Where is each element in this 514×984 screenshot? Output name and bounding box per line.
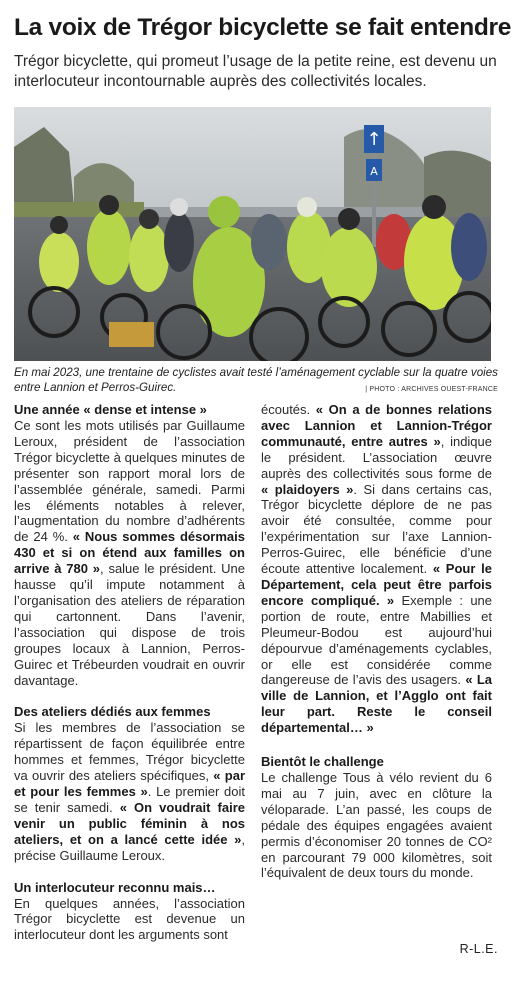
paragraph-quote: « plaidoyers » [261,481,354,497]
section-heading: Des ateliers dédiés aux femmes [14,704,211,720]
paragraph-text: , indique le président. L’association œuvre auprès des collectivités sous forme de [261,433,492,481]
article-photo [14,107,491,361]
paragraph-text: Si les membres de l’association se répartissent de façon équilibrée entre hommes et femmes, Trégor bicyclette va ouvrir des ateliers spécifiques, [14,720,245,784]
road-sign-arrow: ↑ [366,129,382,150]
caption-text: En mai 2023, une trentaine de cyclistes avait testé l’aménagement cyclable sur la quatre voies entre Lannion et Perros-Guirec. [14,366,498,394]
paragraph-text: Ce sont les mots utilisés par Guillaume Leroux, président de l’association Trégor bicyclette à quelques minutes de présenter son rapport moral lors de l’assemblée générale, samedi. Parmi les éléments notables à relever, l’augmentation du nombre d’adhérents de 24 %. [14,418,245,545]
road-sign-letter: A [370,165,378,178]
paragraph-quote: « Nous sommes désormais 430 et si on étend aux familles on arrive à 780 » [14,529,245,577]
photo-credit: | PHOTO : ARCHIVES OUEST-FRANCE [365,386,498,393]
paragraph-text: Le challenge Tous à vélo revient du 6 mai au 7 juin, avec en clôture la véloparade. L’an passé, les coups de pédale des équipes engagées avaient permis d’économiser 20 tonnes de CO² en parcourant 79 000 kilomètres, soit l’équivalent de deux tours du monde. [261,770,492,881]
section-paragraph [14,418,245,688]
paragraph-quote: « par et pour les femmes » [14,768,246,800]
section-heading: Une année « dense et intense » [14,402,207,417]
paragraph-text: . Si dans certains cas, Trégor bicyclette déplore de ne pas avoir été consultée, comme pour l’expérimentation sur l’axe Lannion-Perros-Guirec, elle bénéficie d’une écoute attentive localement. [261,481,492,577]
section-heading: Un interlocuteur reconnu mais… [14,879,216,895]
author-signature: R-L.E. [459,942,498,956]
section-paragraph [261,770,492,881]
section-heading: Bientôt le challenge [261,754,384,770]
article-column-right [261,402,492,881]
paragraph-text: , salue le président. Une hausse qu’il impute notamment à l’organisation des ateliers de réparation qui cartonnent. Dans l’avenir, l’association qui dispose de trois groupes locaux à Lannion, Perros-Guirec et Trébeurden voudrait en ouvrir davantage. [14,561,246,688]
section-paragraph [14,720,245,863]
yellow-pannier [109,322,154,347]
section-paragraph [14,896,245,944]
paragraph-text: En quelques années, l’association Trégor bicyclette est devenue un interlocuteur dont les arguments sont [14,895,245,943]
paragraph-quote: « La ville de Lannion, et l’Agglo ont fait leur part. Reste le conseil départemental… » [261,672,493,736]
cyclists-photo-illustration [14,107,491,361]
article-headline: La voix de Trégor bicyclette se fait entendre [14,14,512,41]
section-paragraph-continued [261,402,492,736]
paragraph-text: , précise Guillaume Leroux. [14,831,245,863]
article-standfirst: Trégor bicyclette, qui promeut l’usage de la petite reine, est devenu un interlocuteur incontournable auprès des collectivités locales. [14,53,497,90]
paragraph-quote: « On voudrait faire venir un public féminin à nos ateliers, et on a lancé cette idée » [14,799,245,847]
paragraph-text: écoutés. [261,402,316,417]
paragraph-quote: « On a de bonnes relations avec Lannion et Lannion-Trégor communauté, entre autres » [261,402,492,449]
paragraph-text: Exemple : une portion de route, entre Mabillies et Pleumeur-Bodou est aujourd’hui dépourvue d’aménagements cyclables, or elle est considérée comme dangereuse de l’avis des usagers. [261,592,493,688]
paragraph-text: . Le premier doit se tenir samedi. [14,784,245,815]
paragraph-quote: « Pour le Département, cela peut être parfois encore compliqué. » [261,561,492,608]
photo-caption [14,365,498,395]
article-column-left [14,402,245,943]
